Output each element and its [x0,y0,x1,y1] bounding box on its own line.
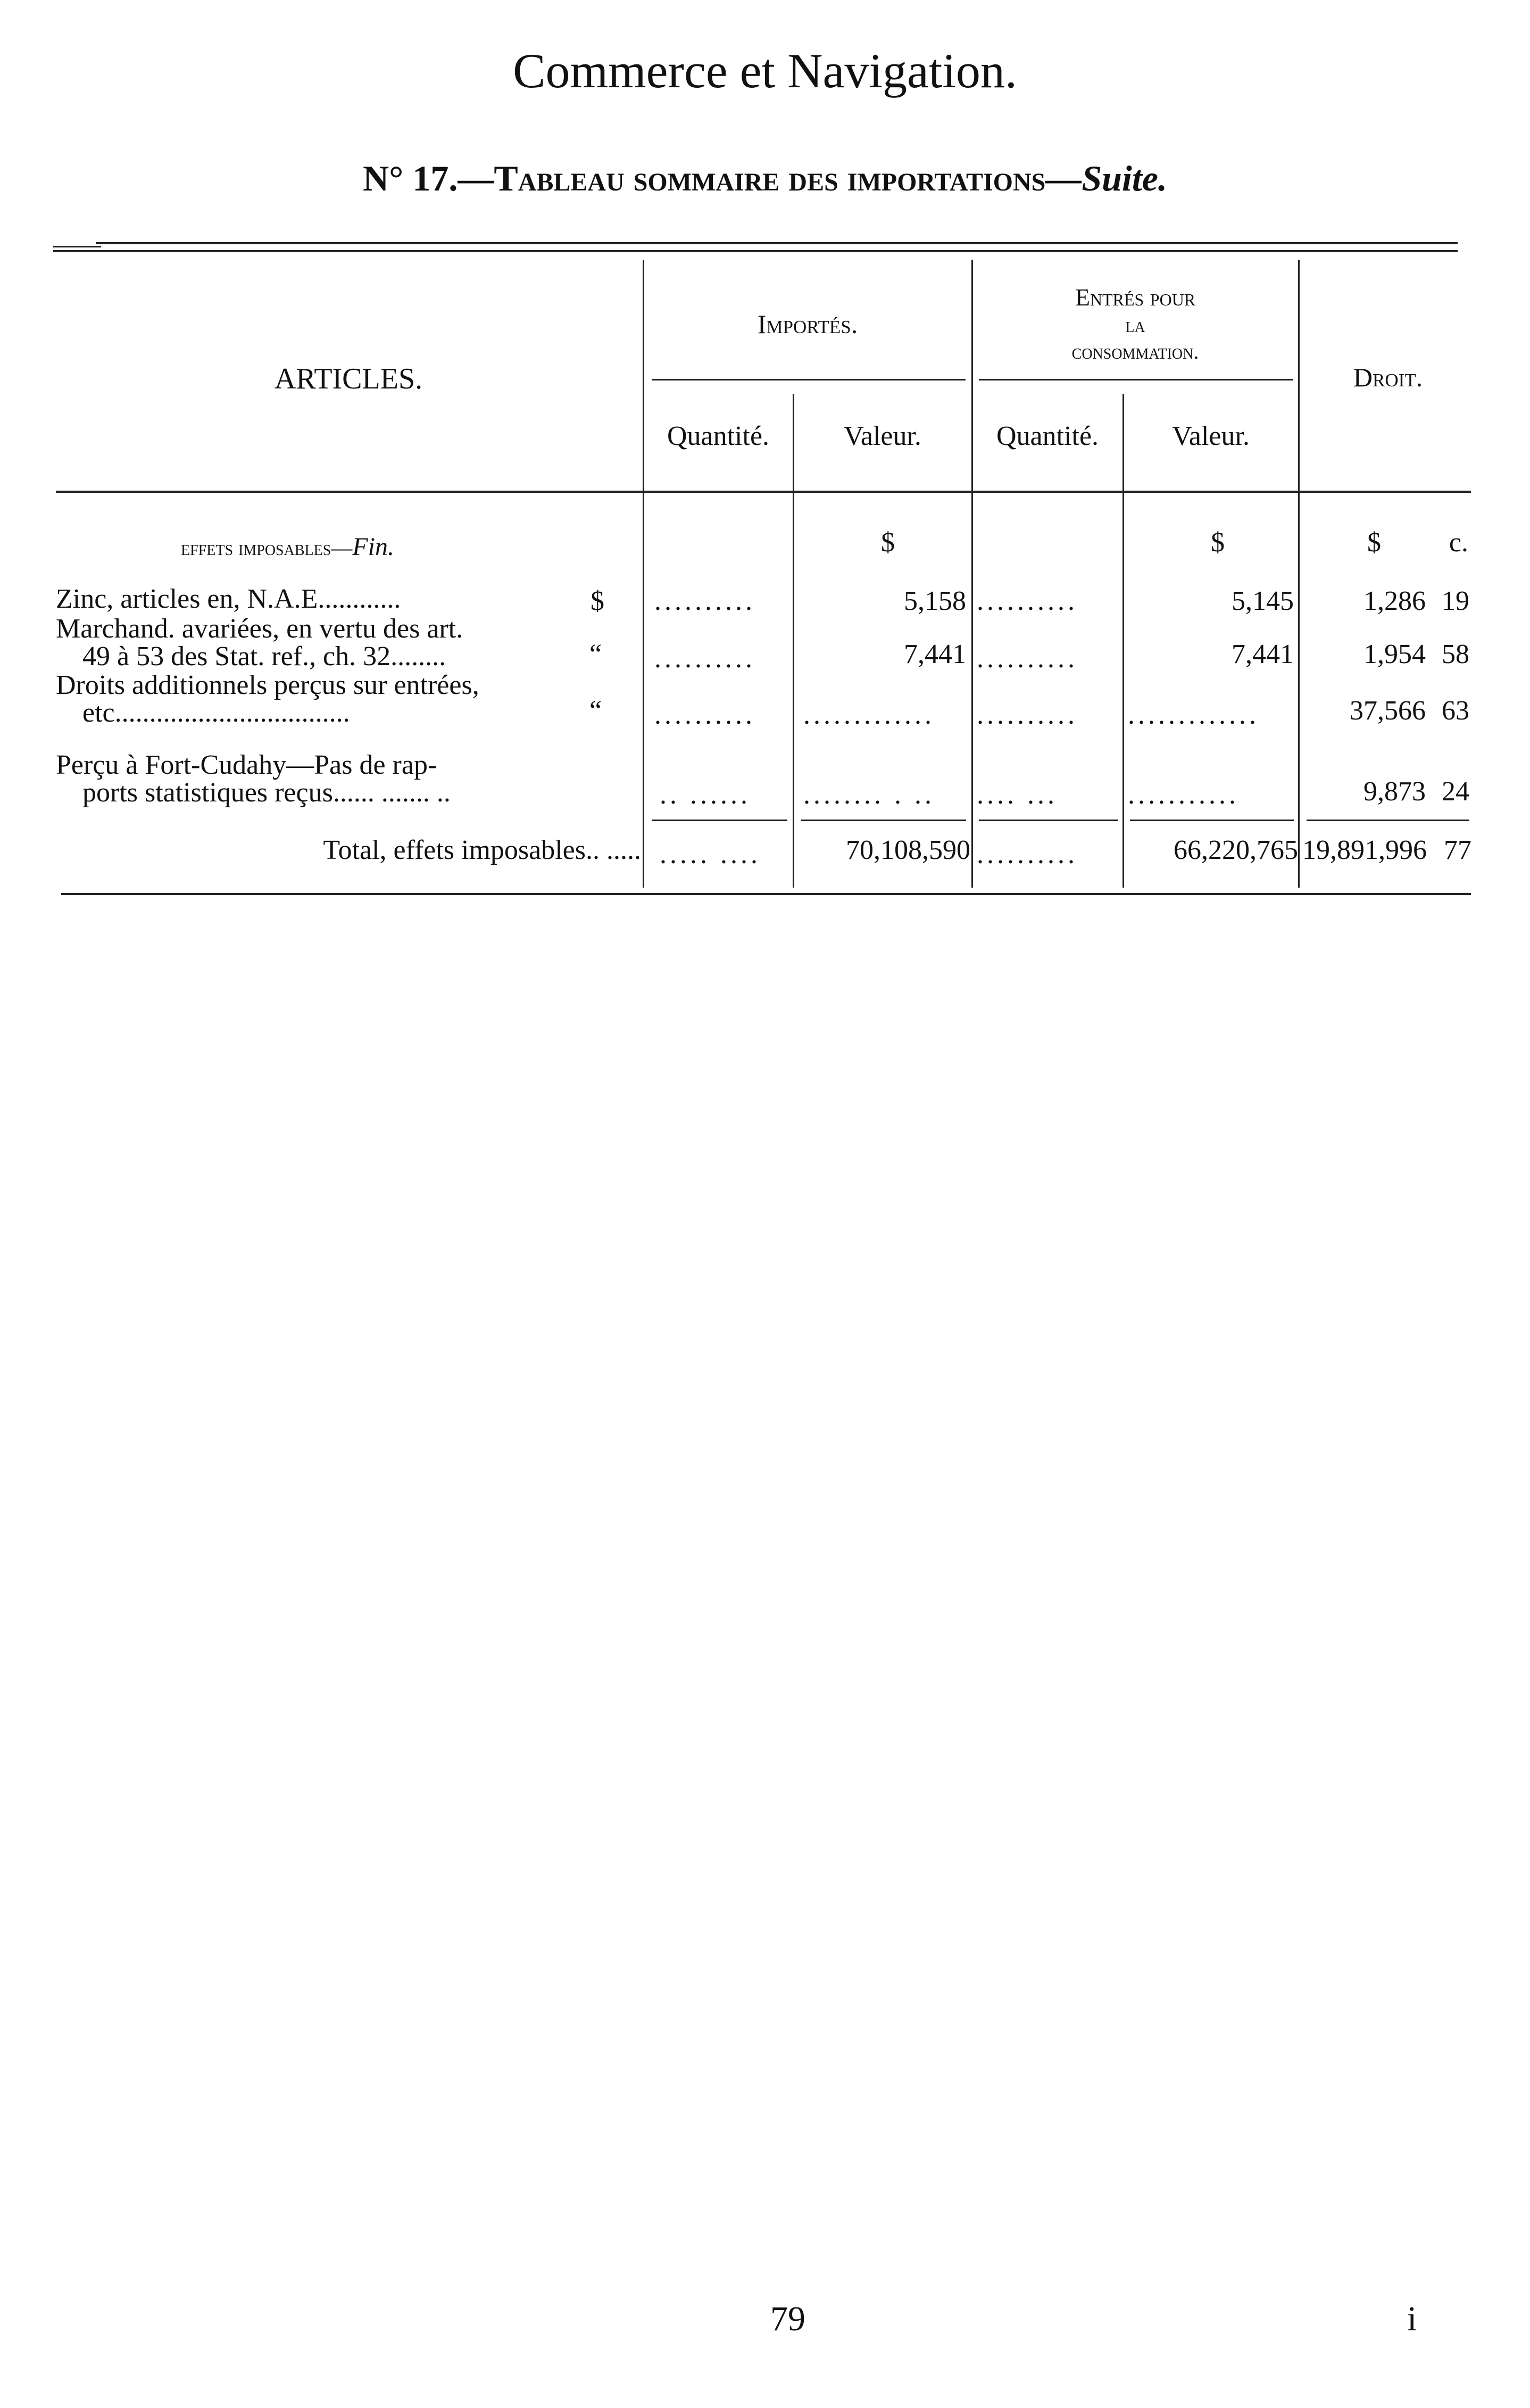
section-label-text: effets imposables— [181,536,353,560]
header-valeur-2: Valeur. [1172,421,1250,451]
entres-underline [979,379,1293,380]
row-fortcudahy-droit-dollars: 9,873 [1363,776,1426,807]
row-fortcudahy-val2-dots: ........... [1128,780,1239,810]
row-droits-val1-dots: ............. [803,700,935,730]
row-droits-line-2: etc.................................. [82,698,350,728]
header-quantite-1: Quantité. [667,421,770,451]
total-valeur-entres: 66,220,765 [1174,835,1298,865]
total-rule-val2 [1130,820,1294,821]
total-qty2-dots: .......... [977,839,1078,870]
row-zinc-droit-dollars: 1,286 [1363,586,1426,616]
row-marchand-line-2: 49 à 53 des Stat. ref., ch. 32........ [82,641,446,672]
row-zinc-valeur-importes: 5,158 [904,586,966,616]
section-label [181,532,394,561]
total-label: Total, effets imposables.. ..... [323,835,641,865]
row-droits-unit: “ [589,696,602,726]
table-title-text: Tableau sommaire des importations [494,158,1046,198]
row-zinc-line-1: Zinc, articles en, N.A.E............ [56,584,401,614]
row-droits-article [56,672,567,727]
header-valeur-1: Valeur. [844,421,921,451]
row-fortcudahy-droit-cents: 24 [1442,776,1469,807]
row-fortcudahy-qty1-dots: .. ...... [660,780,751,810]
total-rule-droit [1307,820,1469,821]
header-entres-l1: Entrés pour [1075,284,1196,311]
row-zinc-qty2-dots: .......... [977,586,1078,616]
unit-valeur-2: $ [1211,527,1225,558]
table-title [0,158,1530,200]
col-rule-importes [971,260,973,888]
row-marchand-droit-cents: 58 [1442,639,1469,669]
row-fortcudahy-qty2-dots: .... ... [977,780,1058,810]
top-rule-2 [53,250,1458,252]
row-droits-line-1: Droits additionnels perçus sur entrées, [56,670,479,700]
row-marchand-article [56,615,567,671]
header-importes: Importés. [757,309,858,339]
total-rule-qty2 [979,820,1118,821]
table-title-suffix: —Suite. [1045,158,1167,198]
total-droit-cents: 77 [1444,835,1471,865]
row-zinc-qty1-dots: .......... [654,586,755,616]
row-fortcudahy-line-1: Perçu à Fort-Cudahy—Pas de rap- [56,750,437,780]
row-marchand-line-1: Marchand. avariées, en vertu des art. [56,614,463,644]
header-articles: ARTICLES. [274,362,423,395]
col-rule-entres [1298,260,1300,888]
row-droits-val2-dots: ............. [1128,700,1259,730]
total-valeur-importes: 70,108,590 [846,835,970,865]
row-marchand-qty1-dots: .......... [654,643,755,674]
total-droit-dollars: 19,891,996 [1302,835,1427,865]
row-fortcudahy-val1-dots: ........ . .. [803,780,935,810]
row-zinc-valeur-entres: 5,145 [1232,586,1294,616]
unit-droit-cents: c. [1449,527,1468,558]
row-zinc-droit-cents: 19 [1442,586,1469,616]
signature-mark: i [1407,2299,1417,2338]
table-number: N° 17.— [363,158,494,198]
total-qty1-dots: ..... .... [660,839,761,870]
section-label-suffix: Fin. [352,533,394,561]
row-droits-qty2-dots: .......... [977,700,1078,730]
header-entres-l3: consommation. [1071,340,1199,363]
row-fortcudahy-line-2: ports statistiques reçus...... ....... .. [82,777,451,808]
row-marchand-qty2-dots: .......... [977,643,1078,674]
header-droit: Droit. [1353,362,1423,392]
importes-underline [652,379,966,380]
top-rule-1 [96,242,1458,244]
total-rule-qty1 [652,820,787,821]
row-fortcudahy-article [56,751,567,807]
row-marchand-valeur-importes: 7,441 [904,639,966,669]
row-marchand-droit-dollars: 1,954 [1363,639,1426,669]
col-rule-qty1 [793,394,794,888]
row-droits-droit-dollars: 37,566 [1350,696,1426,726]
unit-droit-dollars: $ [1367,527,1381,558]
total-rule-val1 [801,820,966,821]
row-marchand-valeur-entres: 7,441 [1232,639,1294,669]
row-marchand-unit: “ [589,639,602,669]
row-droits-droit-cents: 63 [1442,696,1469,726]
row-zinc-unit: $ [591,586,604,616]
running-head: Commerce et Navigation. [513,44,1017,98]
page-number: 79 [770,2299,805,2338]
col-rule-qty2 [1122,394,1124,888]
header-bottom-rule [56,491,1471,493]
header-entres-l2: la [1125,313,1145,337]
unit-valeur-1: $ [881,527,895,558]
header-quantite-2: Quantité. [996,421,1099,451]
row-zinc-article [56,585,567,613]
top-rule-flourish [53,246,101,247]
col-rule-articles [643,260,644,888]
table-bottom-rule [61,893,1471,895]
row-droits-qty1-dots: .......... [654,700,755,730]
